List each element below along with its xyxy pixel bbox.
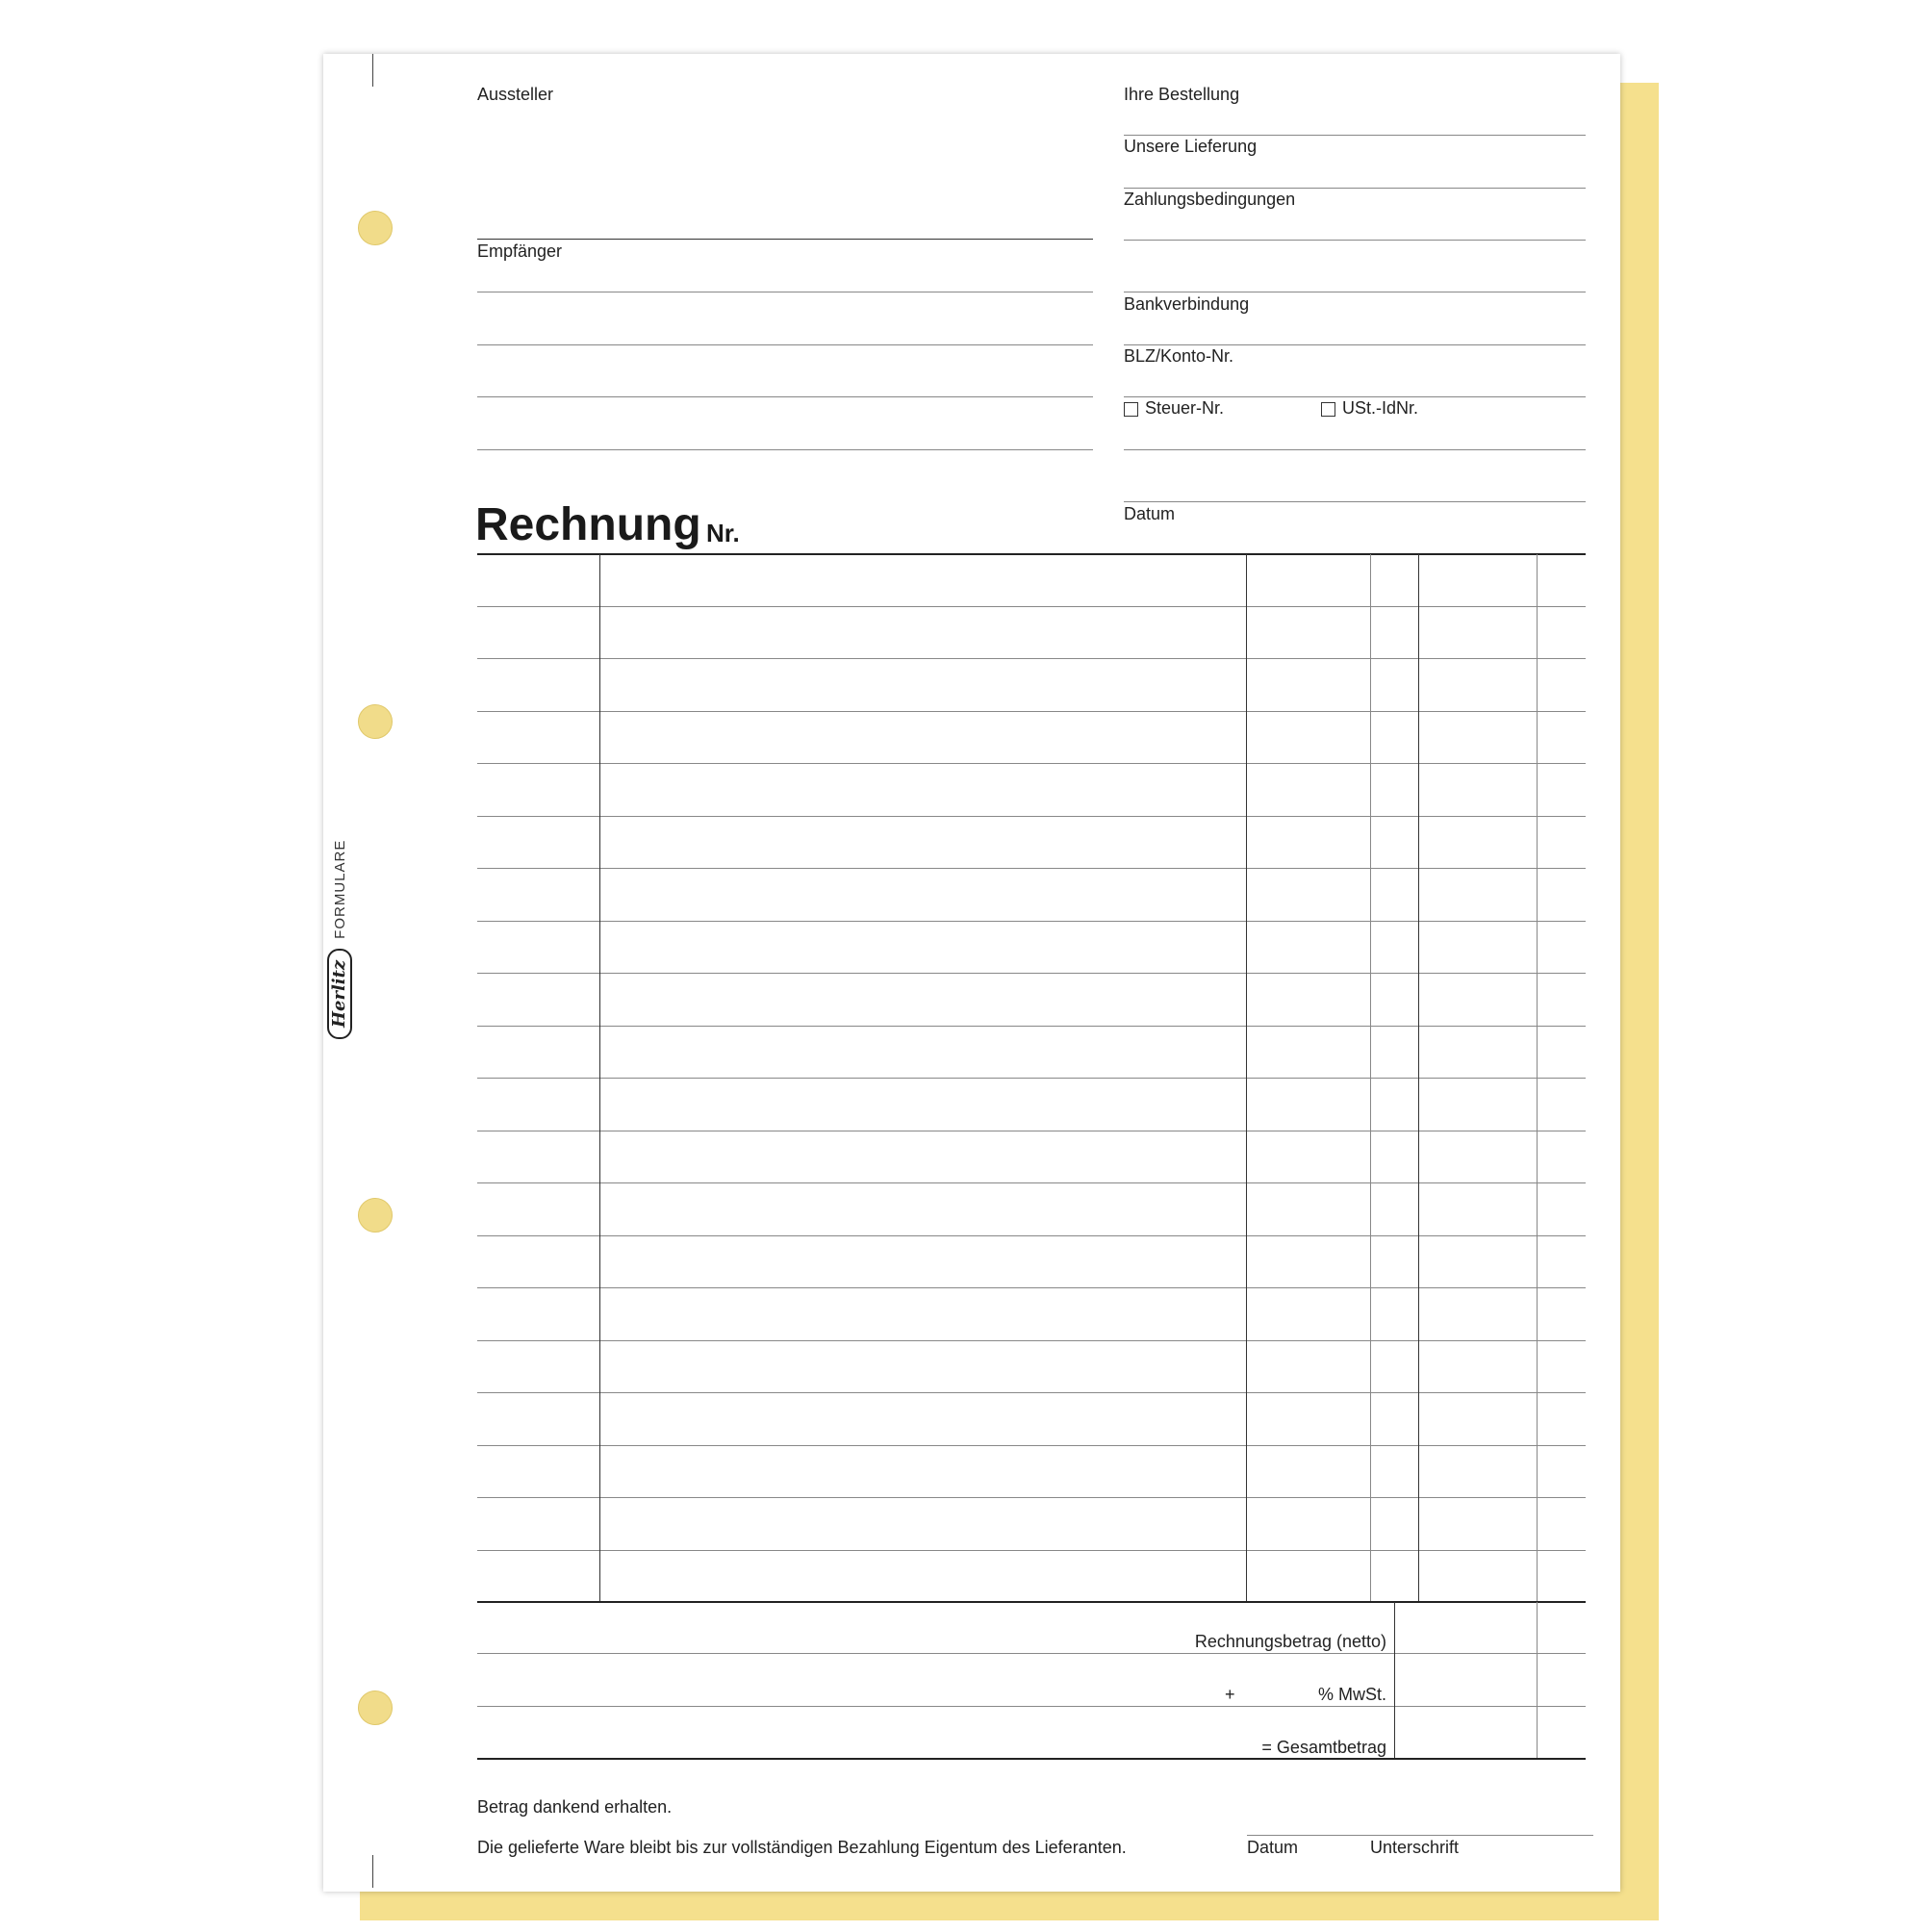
totals-column-divider: [1537, 1602, 1538, 1758]
table-row-rule: [477, 1550, 1586, 1551]
datum-label: Datum: [1124, 504, 1176, 523]
brand-mark: [327, 840, 352, 1039]
thanks-note: Betrag dankend erhalten.: [477, 1797, 673, 1817]
table-row-rule: [477, 1497, 1586, 1498]
aussteller-label: Aussteller: [477, 85, 554, 104]
table-row-rule: [477, 763, 1586, 764]
table-row-rule: [477, 973, 1586, 974]
table-row-rule: [477, 1235, 1586, 1236]
fold-mark: [372, 1855, 373, 1888]
blz-konto-label: BLZ/Konto-Nr.: [1124, 346, 1234, 366]
table-row-rule: [477, 1026, 1586, 1027]
table-row-rule: [477, 816, 1586, 817]
gesamt-amount-field[interactable]: [1396, 1708, 1536, 1758]
totals-bottom-rule: [477, 1758, 1586, 1760]
ihre-bestellung-label: Ihre Bestellung: [1124, 85, 1240, 104]
empfaenger-line[interactable]: [477, 344, 1093, 345]
column-divider: [1418, 554, 1419, 1601]
punch-hole: [358, 211, 393, 245]
invoice-number-label: Nr.: [706, 519, 740, 547]
herlitz-logo: Herlitz: [327, 949, 352, 1039]
fold-mark: [372, 54, 373, 87]
totals-column-divider: [1394, 1602, 1395, 1758]
empfaenger-line[interactable]: [477, 396, 1093, 397]
zahlungsbedingungen-label: Zahlungsbedingungen: [1124, 190, 1296, 209]
table-row-rule: [477, 1392, 1586, 1393]
unsere-lieferung-label: Unsere Lieferung: [1124, 137, 1258, 156]
ownership-note: Die gelieferte Ware bleibt bis zur vollständigen Bezahlung Eigentum des Lieferanten.: [477, 1838, 1127, 1857]
signature-line[interactable]: [1247, 1835, 1593, 1836]
column-divider: [1537, 554, 1538, 1601]
punch-hole: [358, 1690, 393, 1725]
tax-number-line[interactable]: [1124, 449, 1586, 450]
table-row-rule: [477, 921, 1586, 922]
table-row-rule: [477, 658, 1586, 659]
table-row-rule: [477, 1445, 1586, 1446]
table-row-rule: [477, 606, 1586, 607]
punch-hole: [358, 1198, 393, 1233]
netto-amount-field[interactable]: [1396, 1603, 1536, 1653]
plus-sign: +: [1225, 1685, 1235, 1704]
ust-idnr-label: USt.-IdNr.: [1342, 398, 1419, 418]
netto-label: Rechnungsbetrag (netto): [1194, 1632, 1386, 1651]
column-divider: [1246, 554, 1247, 1601]
totals-line: [477, 1706, 1586, 1707]
ust-idnr-checkbox[interactable]: [1321, 402, 1335, 417]
brand-label: FORMULARE: [331, 839, 348, 939]
signature-datum-label: Datum: [1247, 1838, 1299, 1857]
mwst-label: % MwSt.: [1317, 1685, 1386, 1704]
table-row-rule: [477, 1340, 1586, 1341]
column-divider: [599, 554, 600, 1601]
aussteller-line[interactable]: [477, 239, 1093, 240]
datum-line[interactable]: [1124, 501, 1586, 502]
items-table-top-rule: [477, 553, 1586, 555]
steuer-nr-checkbox[interactable]: [1124, 402, 1138, 417]
totals-line: [477, 1653, 1586, 1654]
empfaenger-line[interactable]: [477, 449, 1093, 450]
table-row-rule: [477, 1182, 1586, 1183]
signature-label: Unterschrift: [1370, 1838, 1460, 1857]
empfaenger-label: Empfänger: [477, 242, 563, 261]
invoice-title: Rechnung: [475, 499, 701, 550]
gesamtbetrag-label: = Gesamtbetrag: [1261, 1738, 1386, 1757]
mwst-amount-field[interactable]: [1396, 1655, 1536, 1705]
table-row-rule: [477, 1287, 1586, 1288]
table-row-rule: [477, 868, 1586, 869]
punch-hole: [358, 704, 393, 739]
items-table: [477, 553, 1586, 1602]
table-row-rule: [477, 1078, 1586, 1079]
bankverbindung-label: Bankverbindung: [1124, 294, 1250, 314]
zahlungsbedingungen-line[interactable]: [1124, 240, 1586, 241]
table-row-rule: [477, 711, 1586, 712]
column-divider: [1370, 554, 1371, 1601]
steuer-nr-label: Steuer-Nr.: [1145, 398, 1225, 418]
